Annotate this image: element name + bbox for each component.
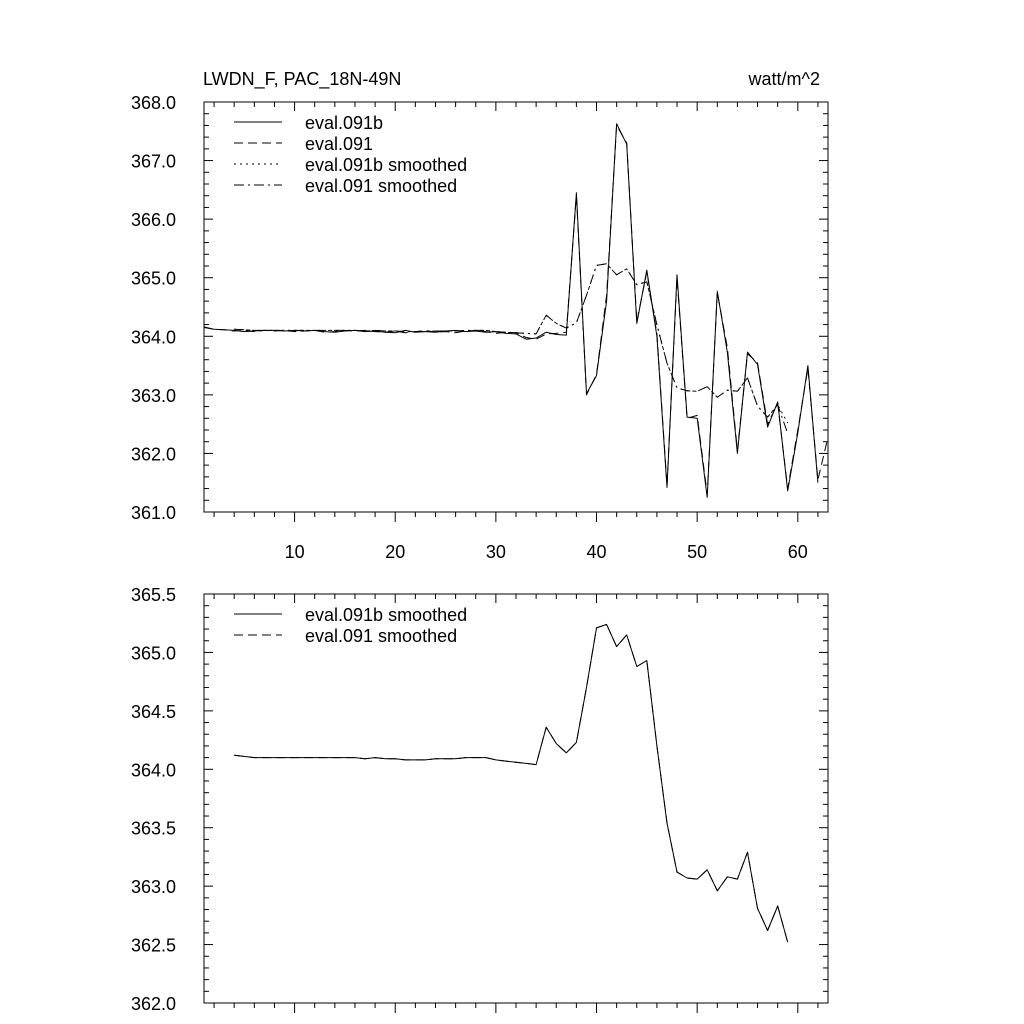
y-tick-label: 366.0 — [130, 210, 176, 231]
legend-label: eval.091b smoothed — [305, 605, 468, 625]
y-tick-label: 364.5 — [130, 701, 176, 722]
x-tick-label: 60 — [787, 542, 808, 562]
chart-title-left: LWDN_F, PAC_18N-49N — [203, 69, 402, 89]
y-tick-label: 363.5 — [130, 818, 176, 839]
legend-label: eval.091 — [305, 134, 374, 154]
series-line-0 — [234, 624, 788, 942]
y-tick-label: 363.0 — [130, 385, 176, 406]
series-line-2 — [234, 264, 788, 423]
y-tick-label: 365.0 — [130, 643, 176, 664]
y-tick-label: 362.0 — [130, 994, 176, 1014]
x-tick-label: 50 — [687, 542, 708, 562]
chart-title-right: watt/m^2 — [748, 69, 820, 89]
legend-label: eval.091b — [305, 113, 384, 133]
x-tick-label: 30 — [485, 542, 506, 562]
y-tick-label: 365.0 — [130, 268, 176, 289]
y-tick-label: 362.0 — [130, 444, 176, 465]
y-tick-label: 362.5 — [130, 935, 176, 956]
x-tick-label: 10 — [284, 542, 305, 562]
legend-label: eval.091b smoothed — [305, 155, 468, 175]
y-tick-label: 367.0 — [130, 151, 176, 172]
series-line-0 — [204, 124, 818, 498]
y-tick-label: 368.0 — [130, 93, 176, 113]
x-tick-label: 40 — [586, 542, 607, 562]
chart-panel-bottom — [131, 585, 828, 1014]
y-tick-label: 365.5 — [130, 585, 176, 605]
y-tick-label: 364.0 — [130, 760, 176, 781]
series-line-1 — [204, 125, 828, 494]
legend-label: eval.091 smoothed — [305, 176, 458, 196]
plot-frame — [204, 102, 828, 512]
chart-panel-top — [131, 93, 828, 562]
x-tick-label: 20 — [385, 542, 406, 562]
legend-label: eval.091 smoothed — [305, 626, 458, 646]
y-tick-label: 361.0 — [130, 503, 176, 523]
plot-frame — [204, 594, 828, 1003]
y-tick-label: 363.0 — [130, 877, 176, 898]
series-line-1 — [234, 624, 788, 942]
series-line-3 — [234, 264, 788, 434]
y-tick-label: 364.0 — [130, 327, 176, 348]
